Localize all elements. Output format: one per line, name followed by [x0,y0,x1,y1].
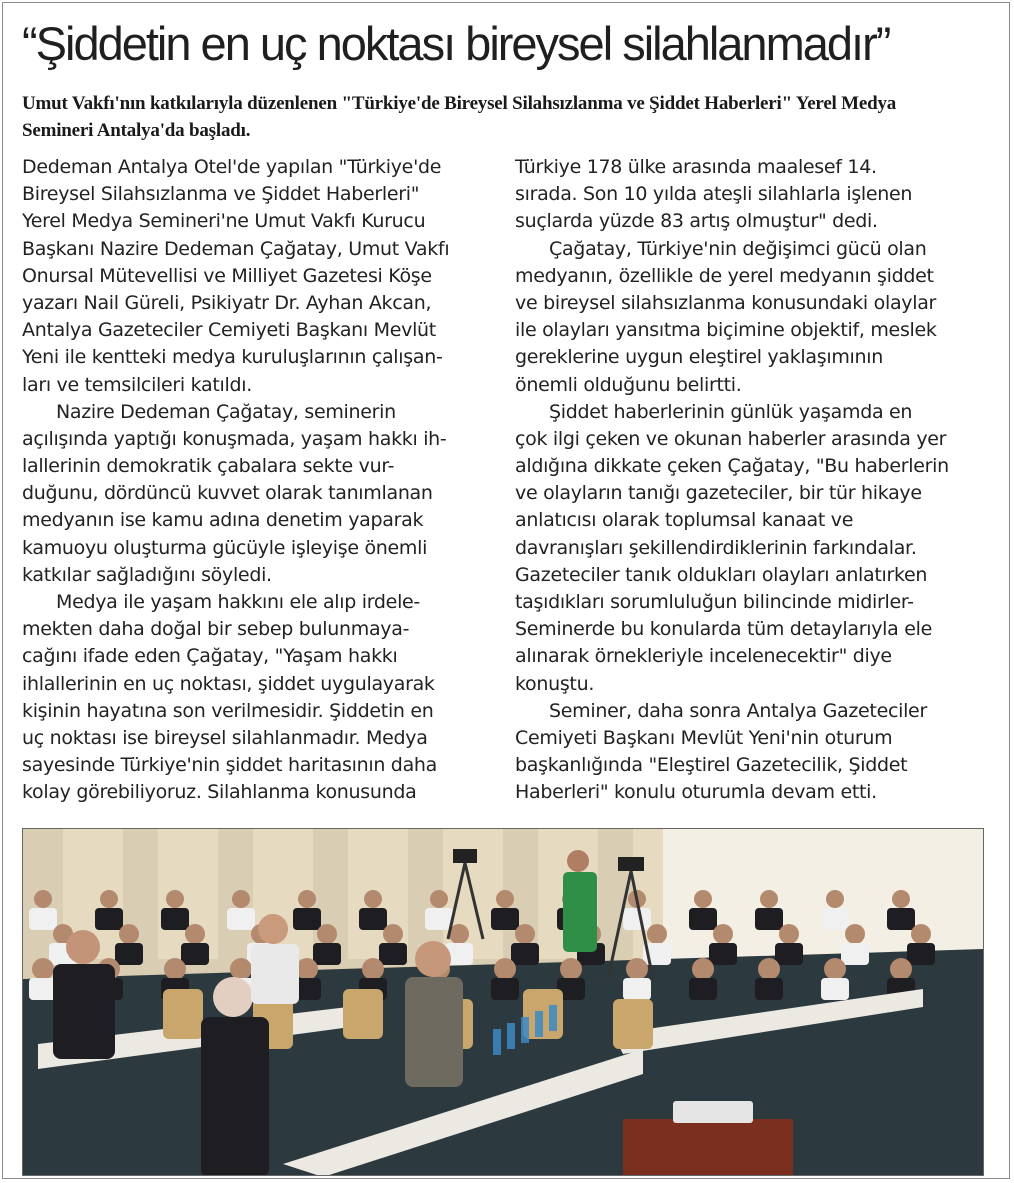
article-column-right [515,154,993,807]
chair [343,989,383,1039]
attendee-body [821,908,849,930]
body-text-line: medyanın ise kamu adına denetim yaparak [22,509,424,532]
body-text-line: medyanın, özellikle de yerel medyanın şiddet [515,264,934,287]
attendee-body [709,943,737,965]
body-text-line: kamuoyu oluşturma gücüyle işleyişe önemli [22,536,428,559]
body-text-line: konuştu. [515,672,595,695]
attendee-head [230,958,252,980]
attendee-head [890,958,912,980]
attendee-head [164,958,186,980]
attendee-head [626,958,648,980]
lead-paragraph [22,90,992,144]
body-text-line: lallerinin demokratik çabalara sekte vur- [22,455,395,478]
attendee-head [496,890,514,908]
body-text-line: Yerel Medya Semineri'ne Umut Vakfı Kurucu [22,210,426,233]
seminar-photo-illustration [23,829,984,1176]
body-text-line: Nazire Dedeman Çağatay, seminerin [56,400,396,423]
chair [163,989,203,1039]
attendee-body [425,908,453,930]
body-text-line: aldığına dikkate çeken Çağatay, "Bu haberlerin [515,455,949,478]
body-text-line: cağını ifade eden Çağatay, "Yaşam hakkı [22,645,398,668]
body-text-line: Bireysel Silahsızlanma ve Şiddet Haberleri" [22,183,420,206]
attendee-body [293,908,321,930]
body-text-line: ve bireysel silahsızlanma konusundaki olaylar [515,291,937,314]
attendee-body [379,943,407,965]
body-text-line: çok ilgi çeken ve okunan haberler arasında yer [515,427,947,450]
attendee-head [430,890,448,908]
attendee-body [29,978,57,1000]
attendee-head [911,924,931,944]
attendee-body [907,943,935,965]
attendee-body [755,908,783,930]
body-text-line: katkılar sağladığını söyledi. [22,563,272,586]
seminar-photo [22,828,984,1176]
body-text-line: ihlallerinin en uç noktası, şiddet uygulayarak [22,672,435,695]
attendee-head [100,890,118,908]
attendee-head [494,958,516,980]
body-text-line: mekten daha doğal bir sebep bulunmaya- [22,618,410,641]
attendee-body [623,908,651,930]
water-bottle [535,1011,543,1037]
body-text-line: Cemiyeti Başkanı Mevlüt Yeni'nin oturum [515,726,893,749]
body-text-line: açılışında yaptığı konuşmada, yaşam hakkı ih- [22,427,447,450]
attendee-head [34,890,52,908]
attendee-head [845,924,865,944]
attendee-head [713,924,733,944]
attendee-head [258,914,288,944]
body-text-line: gereklerine uygun eleştirel yaklaşımının [515,346,883,369]
attendee-body [161,908,189,930]
attendee-head [560,958,582,980]
attendee-head [892,890,910,908]
attendee-head [364,890,382,908]
attendee-body [887,908,915,930]
attendee-head [515,924,535,944]
body-text-line: önemli olduğunu belirtti. [515,373,742,396]
attendee-head [647,924,667,944]
attendee-head [824,958,846,980]
article-column-left [22,154,492,807]
attendee-head [298,890,316,908]
body-text-line: suçlarda yüzde 83 artış olmuştur" dedi. [515,210,878,233]
attendee-head [166,890,184,908]
video-camera [618,857,644,871]
body-text-line: Şiddet haberlerinin günlük yaşamda en [549,400,913,423]
attendee-head [213,977,253,1017]
water-bottle [507,1023,515,1049]
cameraman-head [567,850,589,872]
attendee-body [53,964,115,1059]
body-text-line: Haberleri" konulu oturumla devam etti. [515,781,877,804]
body-text-line: alınarak örnekleriyle incelenecektir" diye [515,645,892,668]
body-text-line: kişinin hayatına son verilmesidir. Şiddetin en [22,699,434,722]
attendee-head [185,924,205,944]
attendee-head [692,958,714,980]
lead-line: Umut Vakfı'nın katkılarıyla düzenlenen "Türkiye'de Bireysel Silahsızlanma ve Şiddet Haberleri" Yerel Medya [22,93,897,114]
chair [613,999,653,1049]
attendee-body [29,908,57,930]
body-text-line: Yeni ile kentteki medya kuruluşlarının çalışan- [22,346,443,369]
body-text-line: ları ve temsilcileri katıldı. [22,373,252,396]
body-text-line: Çağatay, Türkiye'nin değişimci gücü olan [549,237,927,260]
attendee-head [694,890,712,908]
attendee-body [821,978,849,1000]
body-text-line: Seminer, daha sonra Antalya Gazeteciler [549,699,927,722]
attendee-head [296,958,318,980]
attendee-body [181,943,209,965]
attendee-body [689,978,717,1000]
body-text-line: Seminerde bu konularda tüm detaylarıyla ele [515,618,932,641]
attendee-body [201,1017,269,1176]
attendee-head [760,890,778,908]
body-text-line: taşıdıkları sorumluluğun bilincinde midirler- [515,591,914,613]
water-bottle [549,1005,557,1031]
attendee-head [66,930,100,964]
attendee-body [689,908,717,930]
attendee-body [755,978,783,1000]
attendee-head [317,924,337,944]
attendee-head [826,890,844,908]
body-text-line: sayesinde Türkiye'nin şiddet haritasının daha [22,754,437,777]
attendee-body [491,908,519,930]
body-text-line: Dedeman Antalya Otel'de yapılan "Türkiye'de [22,156,442,178]
body-text-line: Antalya Gazeteciler Cemiyeti Başkanı Mevlüt [22,319,436,342]
body-text-line: Türkiye 178 ülke arasında maalesef 14. [515,156,877,178]
body-text-line: duğunu, dördüncü kuvvet olarak tanımlanan [22,482,433,505]
attendee-body [775,943,803,965]
attendee-body [623,978,651,1000]
body-text-line: anlatıcısı olarak toplumsal kanaat ve [515,509,854,532]
attendee-body [405,977,463,1087]
body-text-line: Medya ile yaşam hakkını ele alıp irdele- [56,591,420,613]
body-text-line: kolay görebiliyoruz. Silahlanma konusunda [22,781,417,804]
body-text-line: başkanlığında "Eleştirel Gazetecilik, Şiddet [515,754,908,777]
water-bottle [493,1029,501,1055]
attendee-body [491,978,519,1000]
attendee-head [415,941,451,977]
body-text-line: Gazeteciler tanık oldukları olayları anlatırken [515,563,928,586]
attendee-head [383,924,403,944]
cameraman-body [563,872,597,952]
body-text-line: sırada. Son 10 yılda ateşli silahlarla işlenen [515,183,913,206]
attendee-head [119,924,139,944]
body-text-line: davranışları şekillendirdiklerinin farkındalar. [515,536,917,559]
lead-line: Semineri Antalya'da başladı. [22,120,251,142]
body-text-line: yazarı Nail Güreli, Psikiyatr Dr. Ayhan Akcan, [22,291,432,314]
headline: “Şiddetin en uç noktası bireysel silahlanmadır” [22,17,890,70]
projector [673,1101,753,1123]
body-text-line: ile olayları yansıtma biçimine objektif, meslek [515,319,937,342]
attendee-body [511,943,539,965]
attendee-body [95,908,123,930]
attendee-body [251,944,299,1004]
attendee-body [841,943,869,965]
side-table [623,1119,793,1176]
attendee-body [115,943,143,965]
body-text-line: Onursal Mütevellisi ve Milliyet Gazetesi Köşe [22,264,432,287]
attendee-head [779,924,799,944]
attendee-body [313,943,341,965]
attendee-head [362,958,384,980]
attendee-head [232,890,250,908]
attendee-body [359,908,387,930]
body-text-line: uç noktası ise bireysel silahlanmadır. Medya [22,726,428,749]
attendee-head [758,958,780,980]
attendee-body [227,908,255,930]
body-text-line: Başkanı Nazire Dedeman Çağatay, Umut Vakfı [22,237,450,260]
video-camera [453,849,477,863]
body-text-line: ve olayların tanığı gazeteciler, bir tür hikaye [515,482,922,505]
water-bottle [521,1017,529,1043]
attendee-head [32,958,54,980]
